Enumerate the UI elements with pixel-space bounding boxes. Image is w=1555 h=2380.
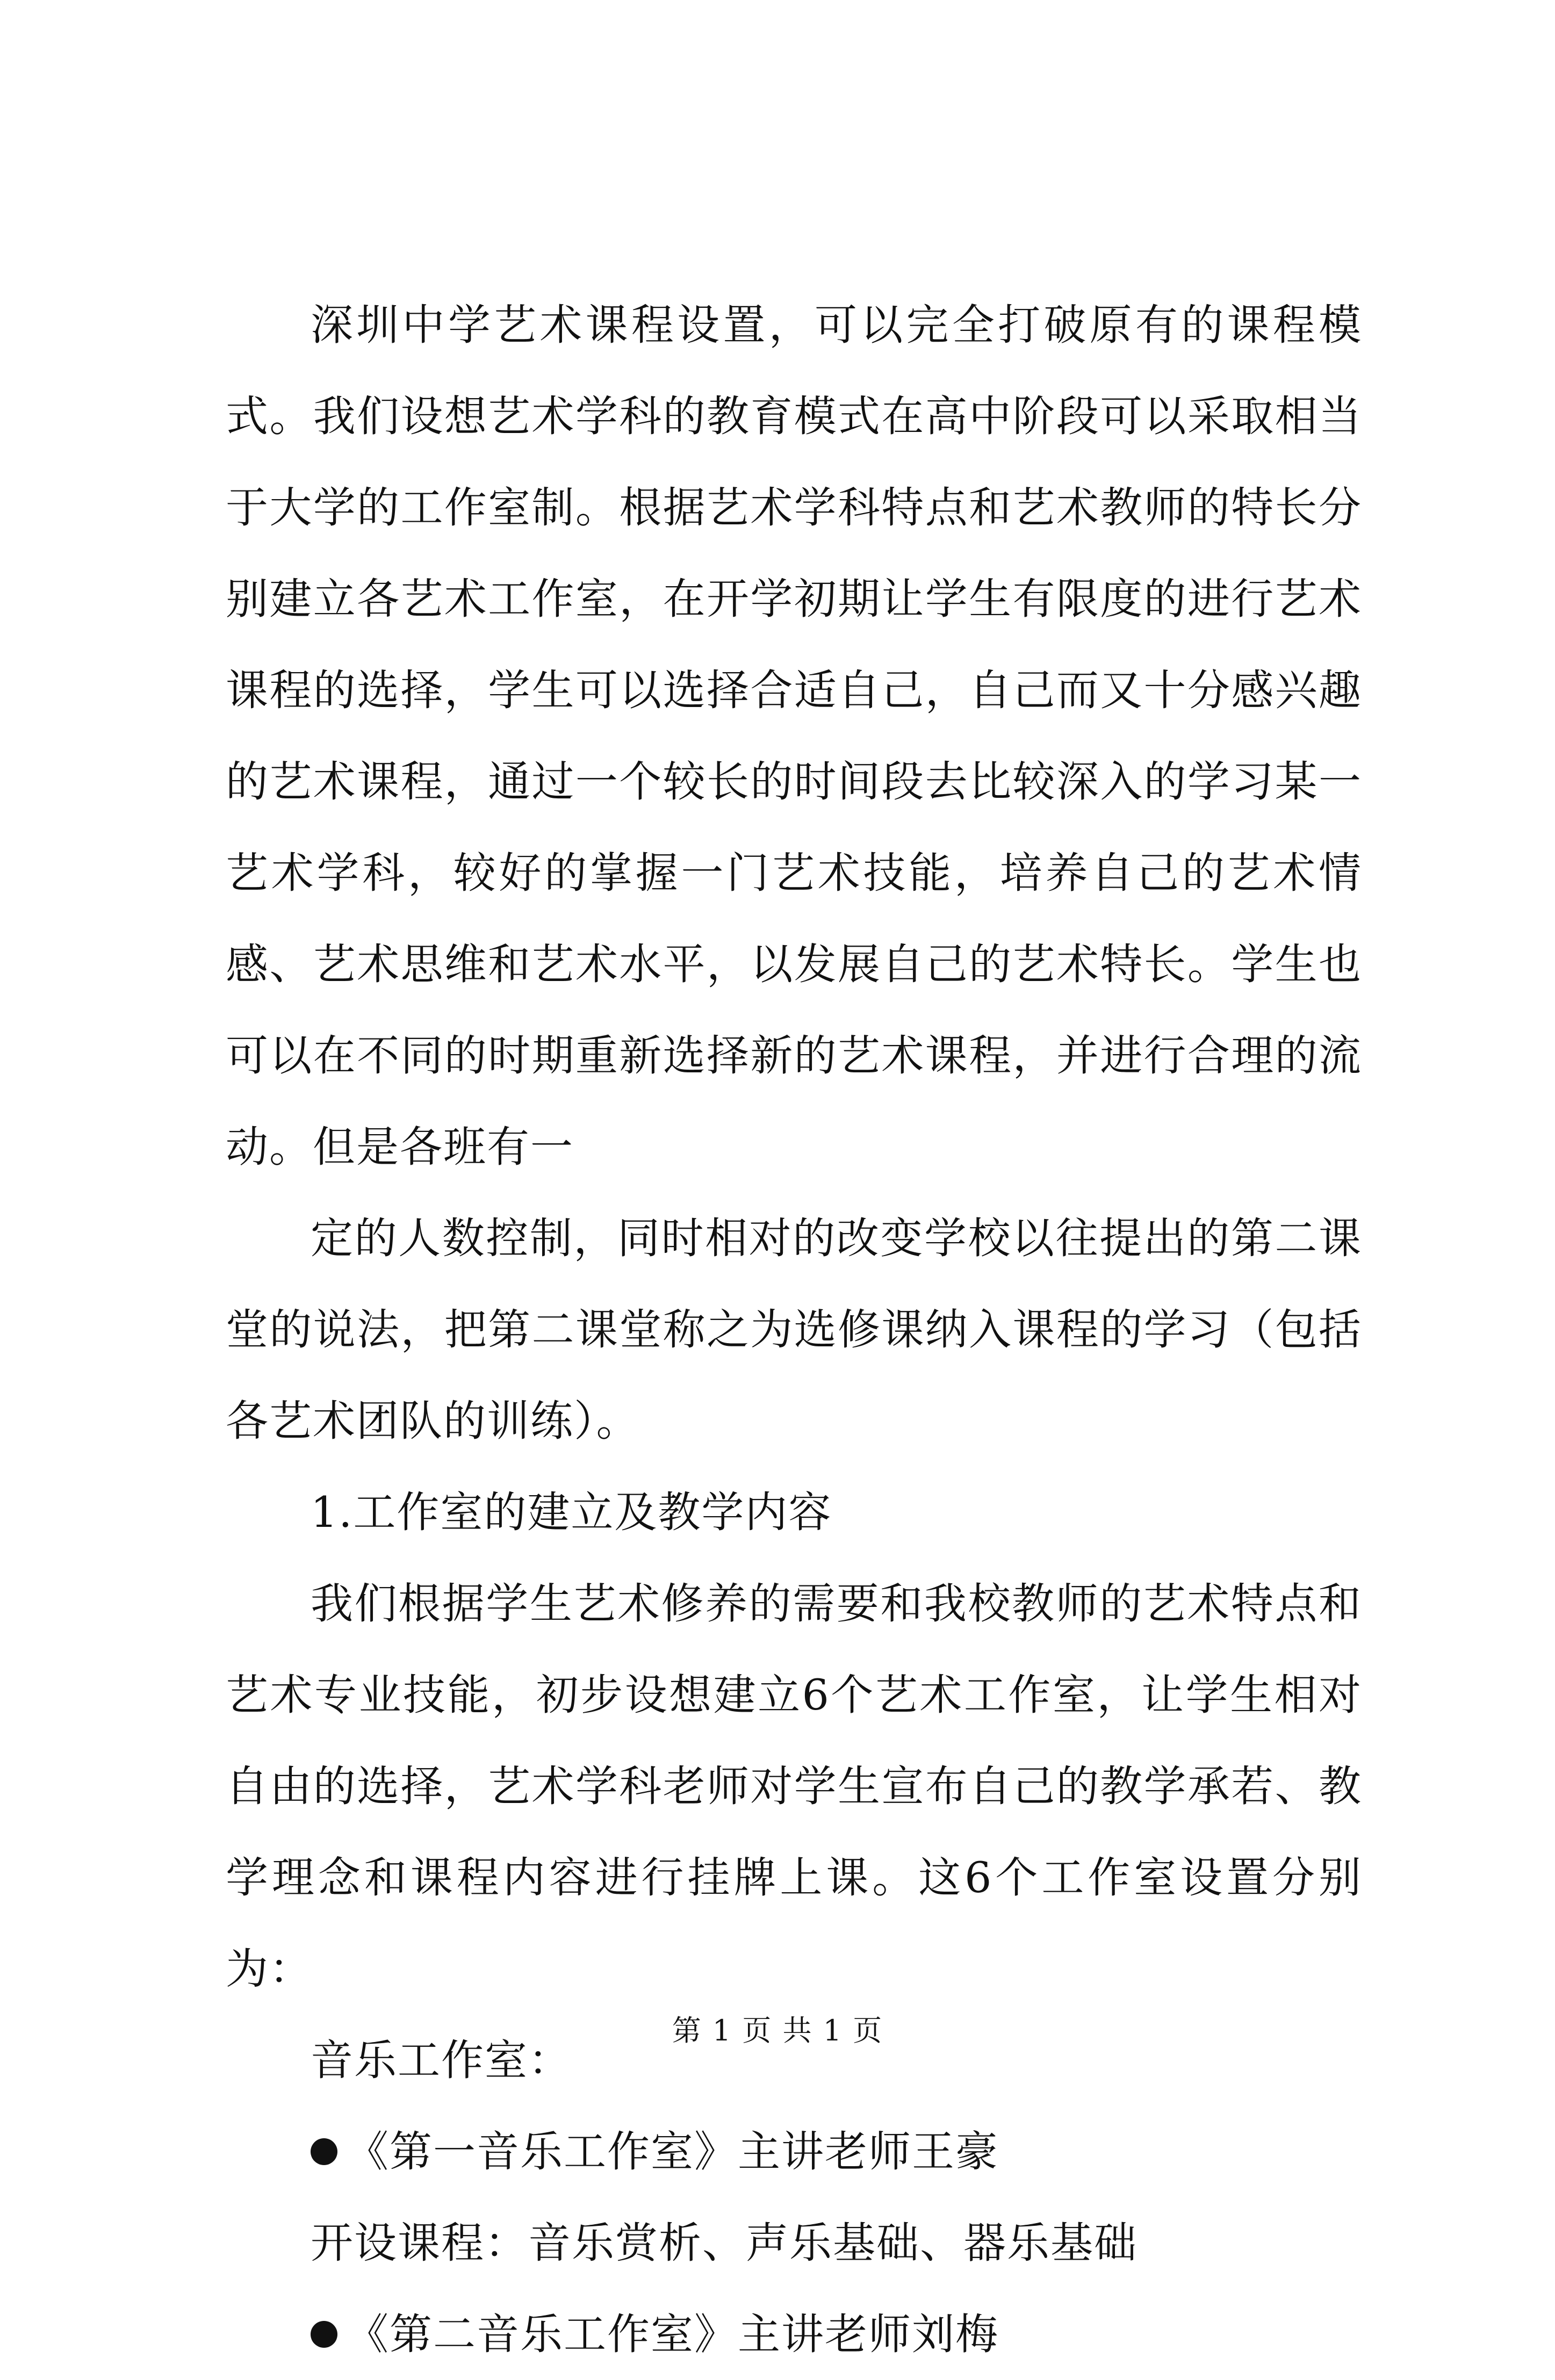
list-item-studio-1	[226, 2106, 1362, 2197]
paragraph-intro: 深圳中学艺术课程设置，可以完全打破原有的课程模式。我们设想艺术学科的教育模式在高中阶段可以采取相当于大学的工作室制。根据艺术学科特点和艺术教师的特长分别建立各艺术工作室，在开学初期让学生有限度的进行艺术课程的选择，学生可以选择合适自己，自己而又十分感兴趣的艺术课程，通过一个较长的时间段去比较深入的学习某一艺术学科，较好的掌握一门艺术技能，培养自己的艺术情感、艺术思维和艺术水平，以发展自己的艺术特长。学生也可以在不同的时期重新选择新的艺术课程，并进行合理的流动。但是各班有一	[226, 300, 1362, 1172]
page-footer: 第 1 页 共 1 页	[672, 2014, 883, 2047]
studio-1-label: 《第一音乐工作室》主讲老师王豪	[346, 2127, 999, 2176]
bullet-icon	[311, 2321, 337, 2348]
studio-1-courses: 开设课程：音乐赏析、声乐基础、器乐基础	[311, 2218, 1138, 2268]
paragraph-studios: 我们根据学生艺术修养的需要和我校教师的艺术特点和艺术专业技能，初步设想建立6个艺术工作室，让学生相对自由的选择，艺术学科老师对学生宣布自己的教学承若、教学理念和课程内容进行挂牌上课。这6个工作室设置分别为：	[226, 1579, 1362, 1994]
music-studio-heading: 音乐工作室：	[311, 2036, 572, 2085]
paragraph-continuation: 定的人数控制，同时相对的改变学校以往提出的第二课堂的说法，把第二课堂称之为选修课纳入课程的学习（包括各艺术团队的训练）。	[226, 1214, 1362, 1446]
bullet-icon	[311, 2138, 337, 2165]
studio-2-label: 《第二音乐工作室》主讲老师刘梅	[346, 2310, 999, 2359]
document-body	[226, 279, 1362, 2380]
list-item-studio-2	[226, 2289, 1362, 2380]
section-heading: 1.工作室的建立及教学内容	[311, 1488, 832, 1537]
